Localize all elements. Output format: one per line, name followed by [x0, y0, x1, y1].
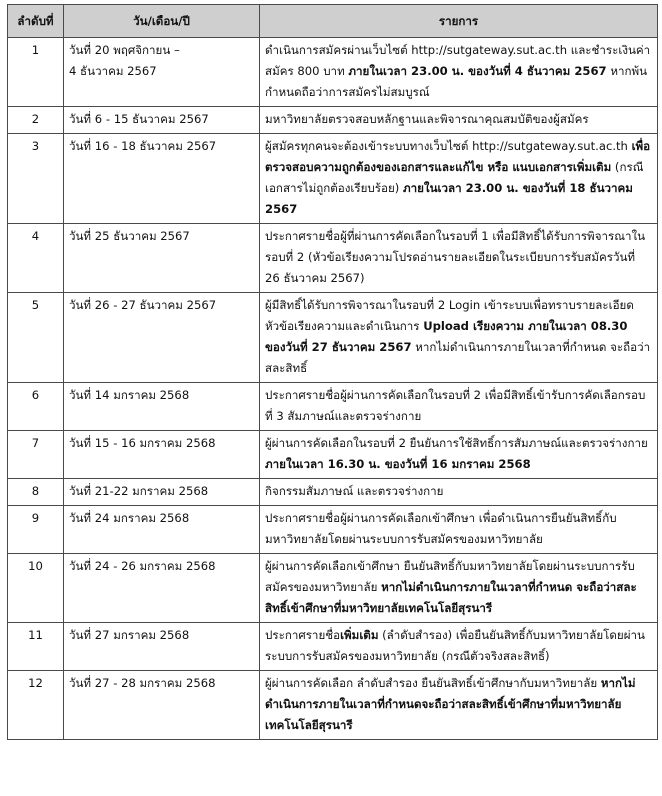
row-date-line: วันที่ 20 พฤศจิกายน – — [69, 43, 180, 57]
row-date — [64, 107, 260, 134]
row-date — [64, 293, 260, 383]
table-row — [8, 38, 658, 107]
table-header — [8, 5, 658, 38]
row-detail — [260, 293, 658, 383]
row-sequence: 8 — [8, 479, 64, 506]
row-date-line: วันที่ 16 - 18 ธันวาคม 2567 — [69, 139, 217, 153]
row-date — [64, 623, 260, 671]
row-sequence: 5 — [8, 293, 64, 383]
row-date — [64, 383, 260, 431]
row-date-line: วันที่ 27 มกราคม 2568 — [69, 628, 190, 642]
row-detail-text: (กรณีเอกสารไม่ถูกต้องเรียบร้อย) — [265, 160, 644, 195]
row-detail-text: ผู้มีสิทธิ์ได้รับการพิจารณาในรอบที่ 2 Login เข้าระบบเพื่อทราบรายละเอียดหัวข้อเรียงความและดำเนินการ — [265, 298, 634, 333]
row-sequence: 12 — [8, 671, 64, 740]
row-detail — [260, 431, 658, 479]
row-date-line: วันที่ 21-22 มกราคม 2568 — [69, 484, 209, 498]
row-date — [64, 671, 260, 740]
row-sequence: 2 — [8, 107, 64, 134]
row-date-line: วันที่ 25 ธันวาคม 2567 — [69, 229, 190, 243]
row-sequence: 10 — [8, 554, 64, 623]
header-sequence: ลำดับที่ — [8, 5, 64, 38]
row-sequence: 9 — [8, 506, 64, 554]
row-detail-text: หากพ้นกำหนดถือว่าการสมัครไม่สมบูรณ์ — [265, 64, 648, 99]
row-detail — [260, 383, 658, 431]
table-row — [8, 431, 658, 479]
row-detail-emphasis: ภายในเวลา 16.30 น. ของวันที่ 16 มกราคม 2568 — [265, 457, 531, 471]
row-date-line: วันที่ 14 มกราคม 2568 — [69, 388, 190, 402]
row-detail — [260, 224, 658, 293]
row-sequence: 11 — [8, 623, 64, 671]
table-row — [8, 671, 658, 740]
row-detail — [260, 134, 658, 224]
row-sequence: 3 — [8, 134, 64, 224]
row-detail-text: กิจกรรมสัมภาษณ์ และตรวจร่างกาย — [265, 484, 444, 498]
row-date — [64, 224, 260, 293]
row-date — [64, 38, 260, 107]
table-row — [8, 107, 658, 134]
header-date: วัน/เดือน/ปี — [64, 5, 260, 38]
row-detail-emphasis: หากไม่ดำเนินการภายในเวลาที่กำหนดจะถือว่าสละสิทธิ์เข้าศึกษาที่มหาวิทยาลัยเทคโนโลยีสุรนารี — [265, 676, 636, 732]
row-detail-text: ผู้ผ่านการคัดเลือก ลำดับสำรอง ยืนยันสิทธิ์เข้าศึกษากับมหาวิทยาลัย — [265, 676, 601, 690]
row-date — [64, 134, 260, 224]
row-detail-emphasis: ภายในเวลา 23.00 น. ของวันที่ 4 ธันวาคม 2567 — [348, 64, 607, 78]
header-detail: รายการ — [260, 5, 658, 38]
row-detail-emphasis: ภายในเวลา 23.00 น. ของวันที่ 18 ธันวาคม 2567 — [265, 181, 633, 216]
table-row — [8, 623, 658, 671]
row-detail-text: ประกาศรายชื่อผู้ที่ผ่านการคัดเลือกในรอบที่ 1 เพื่อมีสิทธิ์ได้รับการพิจารณาในรอบที่ 2 (หัวข้อเรียงความโปรดอ่านรายละเอียดในระเบียบการรับสมัครวันที่ 26 ธันวาคม 2567) — [265, 229, 646, 285]
row-date — [64, 506, 260, 554]
table-row — [8, 479, 658, 506]
row-date — [64, 479, 260, 506]
row-detail-emphasis: เพื่อตรวจสอบความถูกต้องของเอกสารและแก้ไข หรือ แนบเอกสารเพิ่มเติม — [265, 139, 651, 174]
row-sequence: 1 — [8, 38, 64, 107]
row-detail-emphasis: เพิ่มเติม — [340, 628, 379, 642]
table-row — [8, 134, 658, 224]
row-detail — [260, 107, 658, 134]
row-date-line: วันที่ 27 - 28 มกราคม 2568 — [69, 676, 216, 690]
row-detail-text: ดำเนินการสมัครผ่านเว็บไซต์ http://sutgateway.sut.ac.th และชำระเงินค่าสมัคร 800 บาท — [265, 43, 651, 78]
table-body — [8, 38, 658, 740]
row-detail-emphasis: Upload เรียงความ ภายในเวลา 08.30 ของวันที่ 27 ธันวาคม 2567 — [265, 319, 628, 354]
row-detail-text: มหาวิทยาลัยตรวจสอบหลักฐานและพิจารณาคุณสมบัติของผู้สมัคร — [265, 112, 589, 126]
row-detail — [260, 623, 658, 671]
table-row — [8, 383, 658, 431]
row-date — [64, 554, 260, 623]
table-row — [8, 224, 658, 293]
row-detail-text: (ลำดับสำรอง) เพื่อยืนยันสิทธิ์กับมหาวิทยาลัยโดยผ่านระบบการรับสมัครของมหาวิทยาลัย (กรณีตัวจริงสละสิทธิ์) — [265, 628, 645, 663]
row-detail-text: หากไม่ดำเนินการภายในเวลาที่กำหนด จะถือว่าสละสิทธิ์ — [265, 340, 651, 375]
row-date-line: 4 ธันวาคม 2567 — [69, 64, 157, 78]
header-row — [8, 5, 658, 38]
row-date-line: วันที่ 6 - 15 ธันวาคม 2567 — [69, 112, 209, 126]
row-sequence: 4 — [8, 224, 64, 293]
row-date — [64, 431, 260, 479]
table-row — [8, 506, 658, 554]
row-detail-emphasis: หากไม่ดำเนินการภายในเวลาที่กำหนด จะถือว่าสละสิทธิ์เข้าศึกษาที่มหาวิทยาลัยเทคโนโลยีสุรนารี — [265, 580, 637, 615]
row-detail — [260, 506, 658, 554]
row-detail-text: ผู้ผ่านการคัดเลือกในรอบที่ 2 ยืนยันการใช้สิทธิ์การสัมภาษณ์และตรวจร่างกาย — [265, 436, 648, 450]
row-date-line: วันที่ 24 มกราคม 2568 — [69, 511, 190, 525]
table-row — [8, 293, 658, 383]
row-date-line: วันที่ 15 - 16 มกราคม 2568 — [69, 436, 216, 450]
row-detail — [260, 671, 658, 740]
row-detail-text: ประกาศรายชื่อผู้ผ่านการคัดเลือกในรอบที่ 2 เพื่อมีสิทธิ์เข้ารับการคัดเลือกรอบที่ 3 สัมภาษณ์และตรวจร่างกาย — [265, 388, 646, 423]
row-detail — [260, 554, 658, 623]
row-detail-text: ผู้สมัครทุกคนจะต้องเข้าระบบทางเว็บไซต์ http://sutgateway.sut.ac.th — [265, 139, 632, 153]
row-date-line: วันที่ 26 - 27 ธันวาคม 2567 — [69, 298, 217, 312]
row-detail-text: ประกาศรายชื่อ — [265, 628, 341, 642]
row-detail — [260, 38, 658, 107]
row-sequence: 6 — [8, 383, 64, 431]
row-detail — [260, 479, 658, 506]
row-sequence: 7 — [8, 431, 64, 479]
table-row — [8, 554, 658, 623]
row-detail-text: ผู้ผ่านการคัดเลือกเข้าศึกษา ยืนยันสิทธิ์กับมหาวิทยาลัยโดยผ่านระบบการรับสมัครของมหาวิทยาลัย — [265, 559, 635, 594]
row-detail-text: ประกาศรายชื่อผู้ผ่านการคัดเลือกเข้าศึกษา เพื่อดำเนินการยืนยันสิทธิ์กับมหาวิทยาลัยโดยผ่านระบบการรับสมัครของมหาวิทยาลัย — [265, 511, 617, 546]
schedule-table — [7, 4, 658, 740]
row-date-line: วันที่ 24 - 26 มกราคม 2568 — [69, 559, 216, 573]
